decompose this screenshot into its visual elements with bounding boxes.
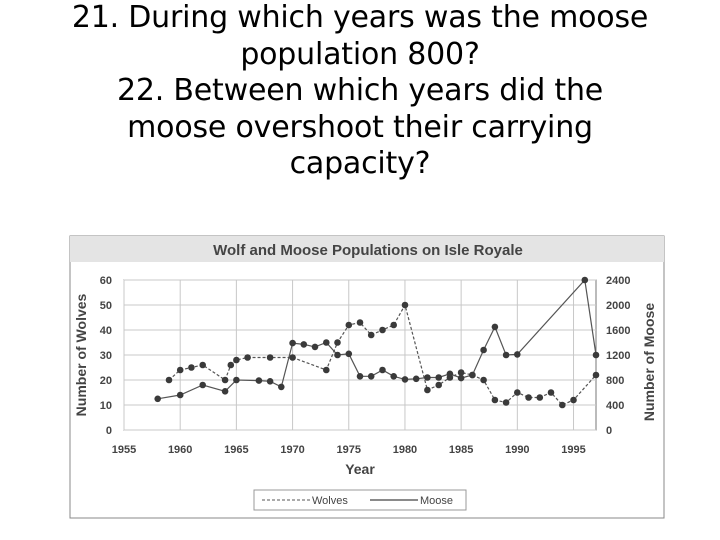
data-point-wolves xyxy=(289,354,296,361)
data-point-wolves xyxy=(346,322,353,329)
data-point-moose xyxy=(390,373,397,380)
data-point-moose xyxy=(289,340,296,347)
y-right-tick-label: 0 xyxy=(606,425,613,437)
data-point-wolves xyxy=(537,394,544,401)
data-point-moose xyxy=(154,396,161,403)
data-point-wolves xyxy=(402,302,409,309)
data-point-wolves xyxy=(244,354,251,361)
data-point-moose xyxy=(582,277,589,284)
data-point-wolves xyxy=(570,397,577,404)
y-left-tick-label: 60 xyxy=(99,275,112,287)
data-point-wolves xyxy=(334,339,341,346)
question-21-line-1: 21. During which years was the moose xyxy=(71,0,649,35)
y-right-tick-label: 1200 xyxy=(606,350,631,362)
y-right-tick-label: 2400 xyxy=(606,275,631,287)
data-point-wolves xyxy=(222,377,229,384)
legend-wolves-label: Wolves xyxy=(312,495,348,507)
y-axis-left-label: Number of Wolves xyxy=(73,293,89,417)
data-point-moose xyxy=(368,373,375,380)
y-left-tick-label: 50 xyxy=(99,300,112,312)
data-point-wolves xyxy=(525,394,532,401)
data-point-wolves xyxy=(267,354,274,361)
data-point-wolves xyxy=(593,372,600,379)
data-point-moose xyxy=(334,352,341,359)
data-point-moose xyxy=(278,384,285,391)
data-point-moose xyxy=(503,352,510,359)
data-point-wolves xyxy=(424,387,431,394)
y-right-tick-label: 800 xyxy=(606,375,625,387)
x-tick-label: 1985 xyxy=(448,444,474,456)
question-22-line-3: capacity? xyxy=(289,146,431,181)
legend xyxy=(254,490,466,510)
x-tick-label: 1980 xyxy=(392,444,418,456)
y-left-tick-label: 20 xyxy=(99,375,112,387)
y-right-tick-label: 1600 xyxy=(606,325,631,337)
data-point-moose xyxy=(267,378,274,385)
legend-moose-label: Moose xyxy=(420,495,454,507)
data-point-wolves xyxy=(559,402,566,409)
data-point-wolves xyxy=(368,332,375,339)
y-right-tick-label: 2000 xyxy=(606,300,631,312)
data-point-wolves xyxy=(379,327,386,334)
data-point-moose xyxy=(357,373,364,380)
data-point-moose xyxy=(424,374,431,381)
data-point-wolves xyxy=(166,377,173,384)
x-tick-label: 1970 xyxy=(280,444,305,456)
data-point-wolves xyxy=(233,357,240,364)
data-point-wolves xyxy=(357,319,364,326)
data-point-moose xyxy=(458,375,465,382)
data-point-moose xyxy=(435,374,442,381)
x-tick-label: 1965 xyxy=(224,444,249,456)
data-point-wolves xyxy=(323,367,330,374)
question-21-line-2: population 800? xyxy=(240,36,480,72)
y-left-tick-label: 0 xyxy=(105,425,112,437)
y-left-tick-label: 30 xyxy=(99,350,112,362)
data-point-moose xyxy=(402,376,409,383)
x-axis-label: Year xyxy=(345,461,375,477)
data-point-wolves xyxy=(503,399,510,406)
data-point-moose xyxy=(480,347,487,354)
data-point-moose xyxy=(222,388,229,395)
data-point-wolves xyxy=(492,397,499,404)
data-point-wolves xyxy=(177,367,184,374)
data-point-moose xyxy=(379,367,386,374)
data-point-moose xyxy=(301,341,308,348)
data-point-wolves xyxy=(390,322,397,329)
chart-title: Wolf and Moose Populations on Isle Royale xyxy=(213,242,523,259)
data-point-wolves xyxy=(548,389,555,396)
data-point-moose xyxy=(199,382,206,389)
data-point-moose xyxy=(492,324,499,331)
x-tick-label: 1990 xyxy=(505,444,530,456)
x-tick-label: 1960 xyxy=(167,444,193,456)
question-22-line-2: moose overshoot their carrying xyxy=(127,109,593,145)
data-point-wolves xyxy=(188,364,195,371)
y-axis-right-label: Number of Moose xyxy=(641,302,657,422)
data-point-wolves xyxy=(480,377,487,384)
x-tick-label: 1975 xyxy=(336,444,362,456)
y-left-tick-label: 10 xyxy=(99,400,112,412)
data-point-moose xyxy=(413,376,420,383)
data-point-moose xyxy=(312,344,319,351)
data-point-wolves xyxy=(435,382,442,389)
data-point-moose xyxy=(469,372,476,379)
x-tick-label: 1955 xyxy=(111,444,137,456)
data-point-moose xyxy=(447,371,454,378)
data-point-moose xyxy=(346,351,353,358)
data-point-moose xyxy=(514,351,521,358)
data-point-moose xyxy=(177,392,184,399)
y-left-tick-label: 40 xyxy=(99,325,112,337)
data-point-moose xyxy=(323,339,330,346)
y-right-tick-label: 400 xyxy=(606,400,625,412)
data-point-wolves xyxy=(514,389,521,396)
data-point-wolves xyxy=(228,362,235,369)
data-point-moose xyxy=(593,352,600,359)
data-point-moose xyxy=(256,377,263,384)
x-tick-label: 1995 xyxy=(561,444,586,456)
data-point-moose xyxy=(233,377,240,384)
question-22-line-1: 22. Between which years did the xyxy=(116,73,604,108)
data-point-wolves xyxy=(199,362,206,369)
